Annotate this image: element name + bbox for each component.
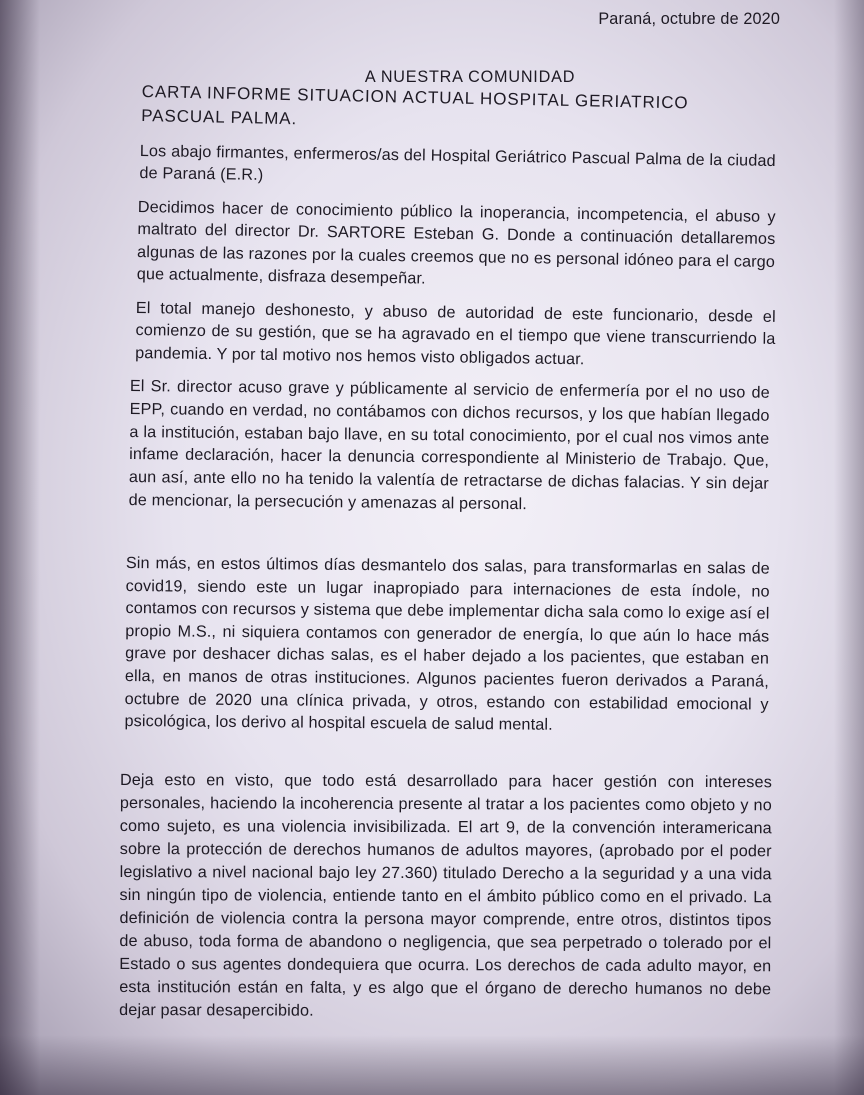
paragraph-accusation: El Sr. director acuso grave y públicamente al servicio de enfermería por el no uso de EPP, cuando en verdad, no contábamos con dichos recursos, y los que habían llegado a la institución, estaban bajo llave, en su total conocimiento, por el cual nos vimos ante infame declaración, hacer la denuncia correspondiente al Ministerio de Trabajo. Que, aun así, ante ello no ha tenido la valentía de retractarse de dichas falacias. Y sin dejar de mencionar, la persecución y amenazas al personal. — [128, 376, 770, 514]
page-shadow-left — [0, 0, 40, 1095]
paragraph-declaration: Decidimos hacer de conocimiento público la inoperancia, incompetencia, el abuso y maltrato del director Dr. SARTORE Esteban G. Donde a continuación detallaremos algunas de las razones por la cuales creemos que no es personal idóneo para el cargo que actualmente, disfraza desempeñar. — [136, 197, 776, 288]
paragraph-signatories: Los abajo firmantes, enfermeros/as del Hospital Geriátrico Pascual Palma de la ciudad de Paraná (E.R.) — [139, 141, 776, 185]
paragraph-covid-wards: Sin más, en estos últimos días desmantelo dos salas, para transformarlas en salas de covid19, siendo este un lugar inapropiado para internaciones de esta índole, no contamos con recursos y sistema que debe implementar dicha sala como lo exige así el propio M.S., ni siquiera contamos con generador de energía, lo que aún lo hace más grave por deshacer dichas salas, es el haber dejado a los pacientes, que estaban en ella, en manos de otras instituciones. Algunos pacientes fueron derivados a Paraná, octubre de 2020 una clínica privada, y otros, estando con estabilidad emocional y psicológica, los derivo al hospital escuela de salud mental. — [124, 553, 770, 734]
page-shadow-right — [834, 0, 864, 1095]
document-date: Paraná, octubre de 2020 — [598, 10, 780, 28]
paragraph-human-rights: Deja esto en visto, que todo está desarrollado para hacer gestión con intereses personales, haciendo la incoherencia presente al tratar a los pacientes como objeto y no como sujeto, es una violencia invisibilizada. El art 9, de la convención interamericana sobre la protección de derechos humanos de adultos mayores, (aprobado por el poder legislativo a nivel nacional bajo ley 27.360) titulado Derecho a la seguridad y a una vida sin ningún tipo de violencia, entiende tanto en el ámbito público como en el privado. La definición de violencia contra la persona mayor comprende, entre otros, distintos tipos de abuso, toda forma de abandono o negligencia, que sea perpetrado o tolerado por el Estado o sus agentes dondequiera que ocurra. Los derechos de cada adulto mayor, en esta institución están en falta, y es algo que el órgano de derecho humanos no debe dejar pasar desapercibido. — [119, 771, 772, 1020]
paragraph-management: El total manejo deshonesto, y abuso de autoridad de este funcionario, desde el comienzo de su gestión, que se ha agravado en el tiempo que viene transcurriendo la pandemia. Y por tal motivo nos hemos visto obligados actuar. — [135, 298, 776, 369]
document-heading: A NUESTRA COMUNIDAD — [364, 68, 576, 86]
page-shadow-bottom — [0, 1035, 864, 1095]
document-title: CARTA INFORME SITUACION ACTUAL HOSPITAL GERIATRICO PASCUAL PALMA. — [141, 81, 689, 129]
